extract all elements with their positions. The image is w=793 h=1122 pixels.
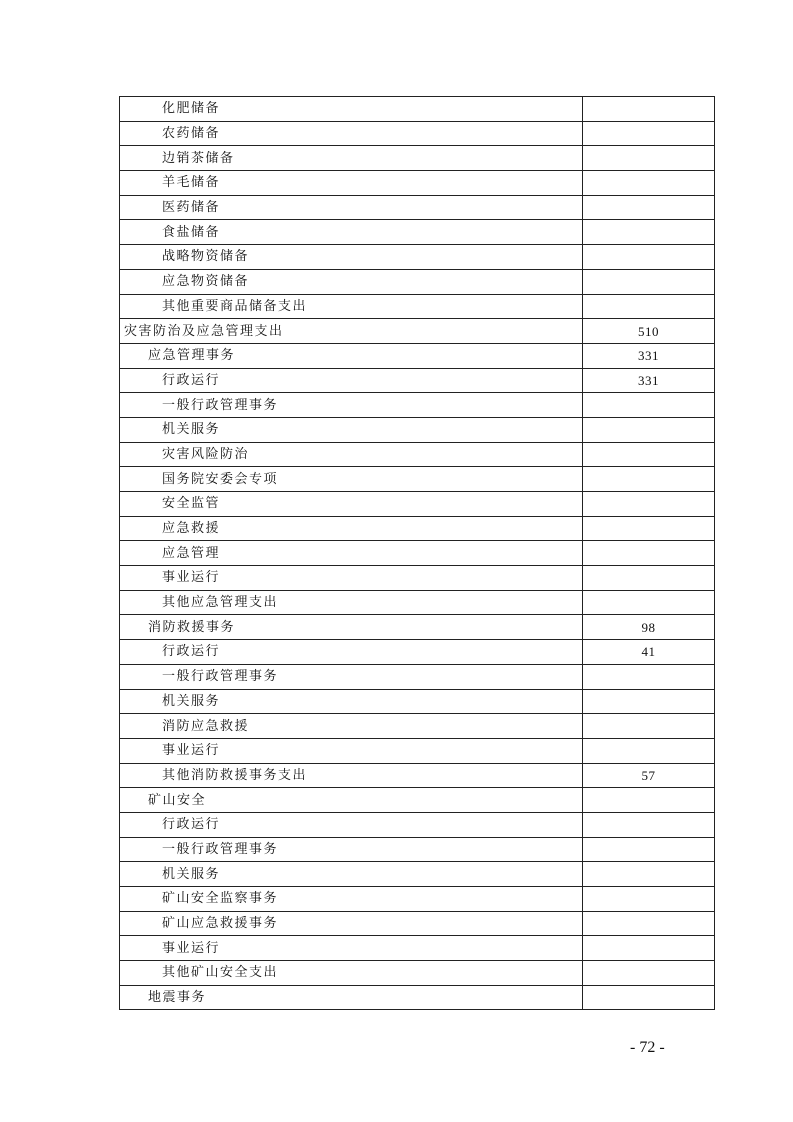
item-name-cell: 事业运行 [120, 738, 583, 763]
table-row [120, 417, 715, 442]
table-row [120, 195, 715, 220]
item-name-cell: 边销茶储备 [120, 146, 583, 171]
amount-cell [583, 97, 715, 122]
table-row [120, 911, 715, 936]
item-name-cell: 地震事务 [120, 985, 583, 1010]
amount-cell [583, 566, 715, 591]
item-name-cell: 应急救援 [120, 516, 583, 541]
table-row [120, 936, 715, 961]
item-name-cell: 其他矿山安全支出 [120, 961, 583, 986]
table-row [120, 467, 715, 492]
amount-cell [583, 738, 715, 763]
table-row [120, 319, 715, 344]
item-name-cell: 国务院安委会专项 [120, 467, 583, 492]
item-name-cell: 消防应急救援 [120, 714, 583, 739]
amount-cell [583, 887, 715, 912]
item-name-cell: 其他重要商品储备支出 [120, 294, 583, 319]
amount-cell [583, 516, 715, 541]
table-row [120, 368, 715, 393]
amount-cell: 98 [583, 615, 715, 640]
amount-cell [583, 936, 715, 961]
item-name-cell: 行政运行 [120, 812, 583, 837]
amount-cell [583, 146, 715, 171]
item-name-cell: 应急管理 [120, 541, 583, 566]
table-row [120, 961, 715, 986]
item-name-cell: 食盐储备 [120, 220, 583, 245]
item-name-cell: 矿山应急救援事务 [120, 911, 583, 936]
amount-cell [583, 121, 715, 146]
item-name-cell: 机关服务 [120, 417, 583, 442]
item-name-cell: 矿山安全 [120, 788, 583, 813]
amount-cell [583, 788, 715, 813]
table-row [120, 664, 715, 689]
amount-cell [583, 245, 715, 270]
amount-cell [583, 714, 715, 739]
amount-cell [583, 393, 715, 418]
item-name-cell: 行政运行 [120, 640, 583, 665]
amount-cell [583, 417, 715, 442]
item-name-cell: 消防救援事务 [120, 615, 583, 640]
table-row [120, 393, 715, 418]
amount-cell: 331 [583, 343, 715, 368]
amount-cell: 510 [583, 319, 715, 344]
amount-cell [583, 837, 715, 862]
table-row [120, 763, 715, 788]
table-body [120, 97, 715, 1010]
table-row [120, 492, 715, 517]
table-row [120, 97, 715, 122]
table-row [120, 812, 715, 837]
amount-cell [583, 664, 715, 689]
item-name-cell: 战略物资储备 [120, 245, 583, 270]
budget-table [119, 96, 715, 1010]
item-name-cell: 一般行政管理事务 [120, 664, 583, 689]
amount-cell [583, 195, 715, 220]
table-row [120, 714, 715, 739]
page-number: - 72 - [630, 1039, 665, 1056]
amount-cell: 41 [583, 640, 715, 665]
table-row [120, 640, 715, 665]
item-name-cell: 化肥储备 [120, 97, 583, 122]
table-row [120, 738, 715, 763]
amount-cell [583, 541, 715, 566]
table-row [120, 837, 715, 862]
table-row [120, 516, 715, 541]
table-row [120, 146, 715, 171]
item-name-cell: 一般行政管理事务 [120, 837, 583, 862]
item-name-cell: 机关服务 [120, 689, 583, 714]
amount-cell [583, 171, 715, 196]
item-name-cell: 行政运行 [120, 368, 583, 393]
item-name-cell: 事业运行 [120, 936, 583, 961]
table-row [120, 220, 715, 245]
amount-cell [583, 294, 715, 319]
amount-cell [583, 689, 715, 714]
item-name-cell: 羊毛储备 [120, 171, 583, 196]
item-name-cell: 机关服务 [120, 862, 583, 887]
amount-cell [583, 812, 715, 837]
table-row [120, 442, 715, 467]
item-name-cell: 灾害风险防治 [120, 442, 583, 467]
amount-cell [583, 590, 715, 615]
amount-cell [583, 961, 715, 986]
table-row [120, 294, 715, 319]
table-row [120, 566, 715, 591]
table-row [120, 590, 715, 615]
table-row [120, 269, 715, 294]
amount-cell [583, 492, 715, 517]
table-row [120, 689, 715, 714]
table-row [120, 862, 715, 887]
table-row [120, 615, 715, 640]
item-name-cell: 安全监管 [120, 492, 583, 517]
table-row [120, 343, 715, 368]
amount-cell: 331 [583, 368, 715, 393]
table-row [120, 171, 715, 196]
table-row [120, 541, 715, 566]
item-name-cell: 事业运行 [120, 566, 583, 591]
item-name-cell: 医药储备 [120, 195, 583, 220]
amount-cell [583, 862, 715, 887]
table-row [120, 887, 715, 912]
table-row [120, 788, 715, 813]
item-name-cell: 灾害防治及应急管理支出 [120, 319, 583, 344]
table-row [120, 245, 715, 270]
item-name-cell: 农药储备 [120, 121, 583, 146]
amount-cell [583, 269, 715, 294]
amount-cell [583, 985, 715, 1010]
amount-cell: 57 [583, 763, 715, 788]
amount-cell [583, 442, 715, 467]
item-name-cell: 应急物资储备 [120, 269, 583, 294]
amount-cell [583, 467, 715, 492]
table-row [120, 985, 715, 1010]
amount-cell [583, 220, 715, 245]
item-name-cell: 其他应急管理支出 [120, 590, 583, 615]
amount-cell [583, 911, 715, 936]
item-name-cell: 矿山安全监察事务 [120, 887, 583, 912]
item-name-cell: 一般行政管理事务 [120, 393, 583, 418]
table-row [120, 121, 715, 146]
item-name-cell: 应急管理事务 [120, 343, 583, 368]
item-name-cell: 其他消防救援事务支出 [120, 763, 583, 788]
